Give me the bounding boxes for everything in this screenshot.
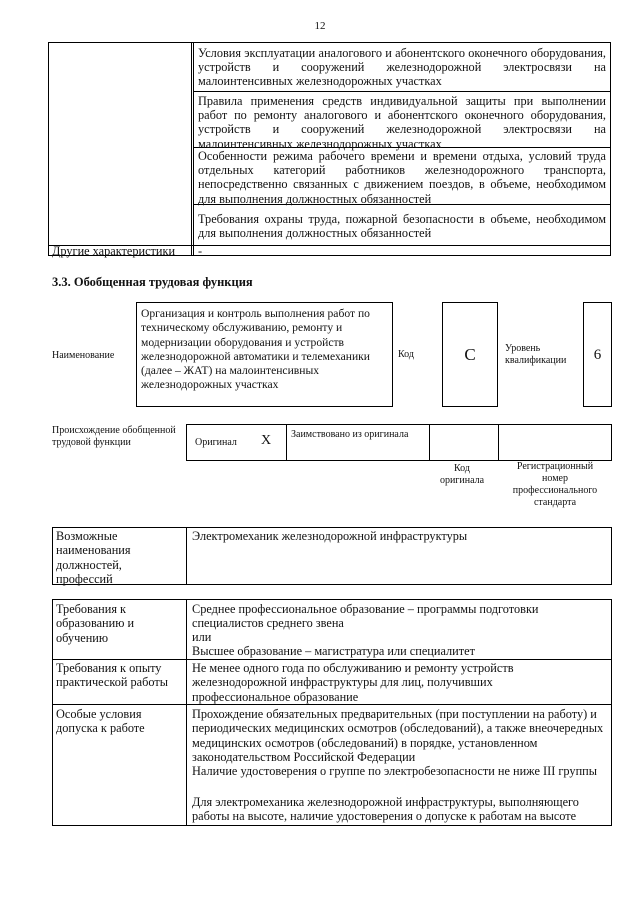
column-divider [186,600,187,825]
cell-divider [498,425,499,460]
other-characteristics-label: Другие характеристики [52,244,176,258]
name-label: Наименование [52,350,115,361]
function-code: C [464,345,476,364]
page-number: 12 [314,20,326,32]
function-name-box [136,302,393,407]
education-line: или [192,630,212,644]
registration-number-caption: Регистрационный номер профессионального стандарта [512,461,598,508]
original-label: Оригинал [195,437,237,448]
education-line: Среднее профессиональное образование – программы подготовки специалистов среднего звена [192,602,539,631]
row-divider [53,659,611,660]
origin-table [186,424,612,461]
special-condition: Прохождение обязательных предварительных (при поступлении на работу) и периодических медицинских осмотров (обследований), а также внеочередных медицинских осмотров (обследований) в порядке, установленном законодательством Российской Федерации [192,707,604,764]
column-divider [191,43,192,255]
requirements-table [52,599,612,826]
positions-label: Возможные наименования должностей, профессий [56,529,131,586]
origin-label: Происхождение обобщенной трудовой функции [52,425,176,448]
knowledge-item: Правила применения средств индивидуальной защиты при выполнении работ по ремонту аналогового и абонентского оконечного оборудования, устройств и сооружений железнодорожной электросвязи на малоинтенсивных железнодорожных участках [198,94,606,151]
positions-value: Электромеханик железнодорожной инфраструктуры [192,529,468,543]
borrowed-label: Заимствовано из оригинала [291,429,409,440]
original-mark: X [261,433,272,448]
cell-divider [429,425,430,460]
qualification-level-label: Уровень квалификации [505,343,567,366]
knowledge-item: Особенности режима рабочего времени и времени отдыха, условий труда отдельных категорий работников железнодорожного транспорта, непосредственно связанных с движением поездов, в объеме, необходимом для выполнения должностных обязанностей [198,149,606,206]
positions-table [52,527,612,585]
education-label: Требования к образованию и обучению [56,602,135,645]
knowledge-item: Требования охраны труда, пожарной безопасности в объеме, необходимом для выполнения должностных обязанностей [198,212,606,241]
education-line: Высшее образование – магистратура или специалитет [192,644,475,658]
section-heading: 3.3. Обобщенная трудовая функция [52,275,253,289]
column-divider [186,528,187,584]
other-characteristics-value: - [198,244,203,258]
function-name: Организация и контроль выполнения работ по техническому обслуживанию, ремонту и модернизации оборудования и устройств железнодорожной автоматики и телемеханики (далее – ЖАТ) на малоинтенсивных железнодорожных участках [141,307,370,392]
function-code-box [442,302,498,407]
qualification-level: 6 [593,347,602,363]
column-divider [193,43,194,255]
cell-divider [286,425,287,460]
experience-label: Требования к опыту практической работы [56,661,168,690]
special-condition: Для электромеханика железнодорожной инфраструктуры, выполняющего работы на высоте, наличие удостоверения о допуске к работам на высоте [192,795,579,824]
special-condition: Наличие удостоверения о группе по электробезопасности не ниже III группы [192,764,597,778]
special-conditions-label: Особые условия допуска к работе [56,707,145,736]
code-label: Код [398,349,414,360]
experience-value: Не менее одного года по обслуживанию и ремонту устройств железнодорожной инфраструктуры для лиц, получивших профессиональное образование [192,661,514,704]
original-code-caption: Код оригинала [439,463,485,486]
knowledge-table [48,42,611,256]
knowledge-item: Условия эксплуатации аналогового и абонентского оконечного оборудования, устройств и сооружений железнодорожной электросвязи на малоинтенсивных железнодорожных участках [198,46,606,89]
row-divider [53,704,611,705]
row-divider [193,91,610,92]
qualification-level-box [583,302,612,407]
